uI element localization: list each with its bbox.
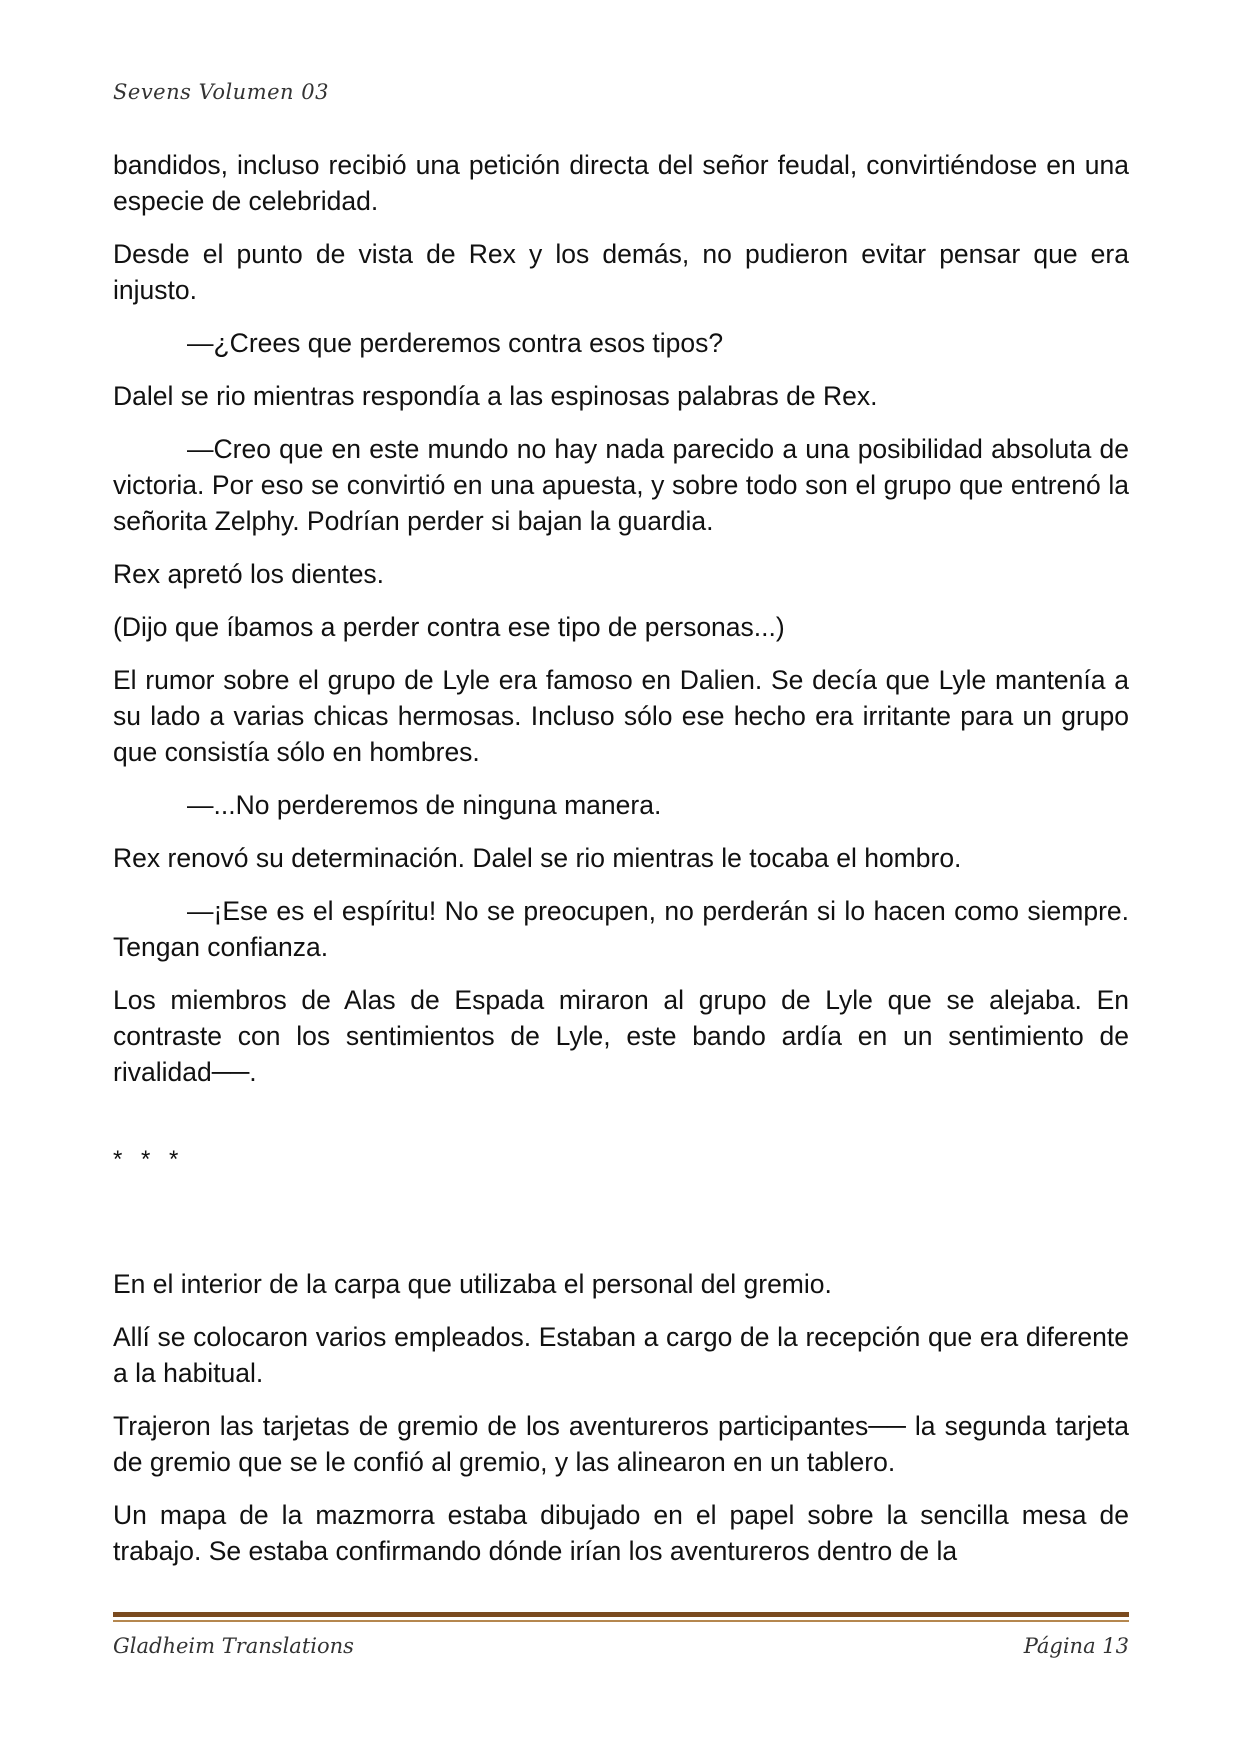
paragraph: bandidos, incluso recibió una petición directa del señor feudal, convirtiéndose en una especie de celebridad. bbox=[113, 150, 1129, 216]
paragraph: Un mapa de la mazmorra estaba dibujado en el papel sobre la sencilla mesa de trabajo. Se estaba confirmando dónde irían los aventureros dentro de la bbox=[113, 1500, 1129, 1566]
paragraph: En el interior de la carpa que utilizaba el personal del gremio. bbox=[113, 1269, 832, 1299]
paragraph: Allí se colocaron varios empleados. Estaban a cargo de la recepción que era diferente a la habitual. bbox=[113, 1322, 1129, 1388]
paragraph: (Dijo que íbamos a perder contra ese tipo de personas...) bbox=[113, 612, 785, 642]
dialogue-paragraph: —¿Crees que perderemos contra esos tipos? bbox=[187, 328, 724, 358]
paragraph: Trajeron las tarjetas de gremio de los aventureros participantes── la segunda tarjeta de gremio que se le confió al gremio, y las alinearon en un tablero. bbox=[113, 1411, 1129, 1477]
page-number: Página 13 bbox=[1023, 1634, 1129, 1658]
page-body bbox=[113, 147, 1129, 1586]
footer-credit: Gladheim Translations bbox=[113, 1634, 354, 1658]
dialogue-paragraph: —...No perderemos de ninguna manera. bbox=[187, 790, 662, 820]
paragraph: Dalel se rio mientras respondía a las espinosas palabras de Rex. bbox=[113, 381, 878, 411]
dialogue-paragraph: —¡Ese es el espíritu! No se preocupen, no perderán si lo hacen como siempre. Tengan confianza. bbox=[113, 896, 1129, 962]
footer-rule-thin bbox=[113, 1620, 1129, 1622]
scene-separator: * * * bbox=[113, 1146, 185, 1173]
paragraph: Desde el punto de vista de Rex y los demás, no pudieron evitar pensar que era injusto. bbox=[113, 239, 1129, 305]
paragraph: Rex apretó los dientes. bbox=[113, 559, 385, 589]
paragraph: El rumor sobre el grupo de Lyle era famoso en Dalien. Se decía que Lyle mantenía a su lado a varias chicas hermosas. Incluso sólo ese hecho era irritante para un grupo que consistía sólo en hombres. bbox=[113, 665, 1129, 767]
footer-rule-thick bbox=[113, 1612, 1129, 1617]
paragraph: Los miembros de Alas de Espada miraron al grupo de Lyle que se alejaba. En contraste con los sentimientos de Lyle, este bando ardía en un sentimiento de rivalidad──. bbox=[113, 985, 1129, 1087]
dialogue-paragraph: —Creo que en este mundo no hay nada parecido a una posibilidad absoluta de victoria. Por eso se convirtió en una apuesta, y sobre todo son el grupo que entrenó la señorita Zelphy. Podrían perder si bajan la guardia. bbox=[113, 434, 1129, 536]
paragraph: Rex renovó su determinación. Dalel se rio mientras le tocaba el hombro. bbox=[113, 843, 962, 873]
running-header: Sevens Volumen 03 bbox=[113, 80, 329, 104]
